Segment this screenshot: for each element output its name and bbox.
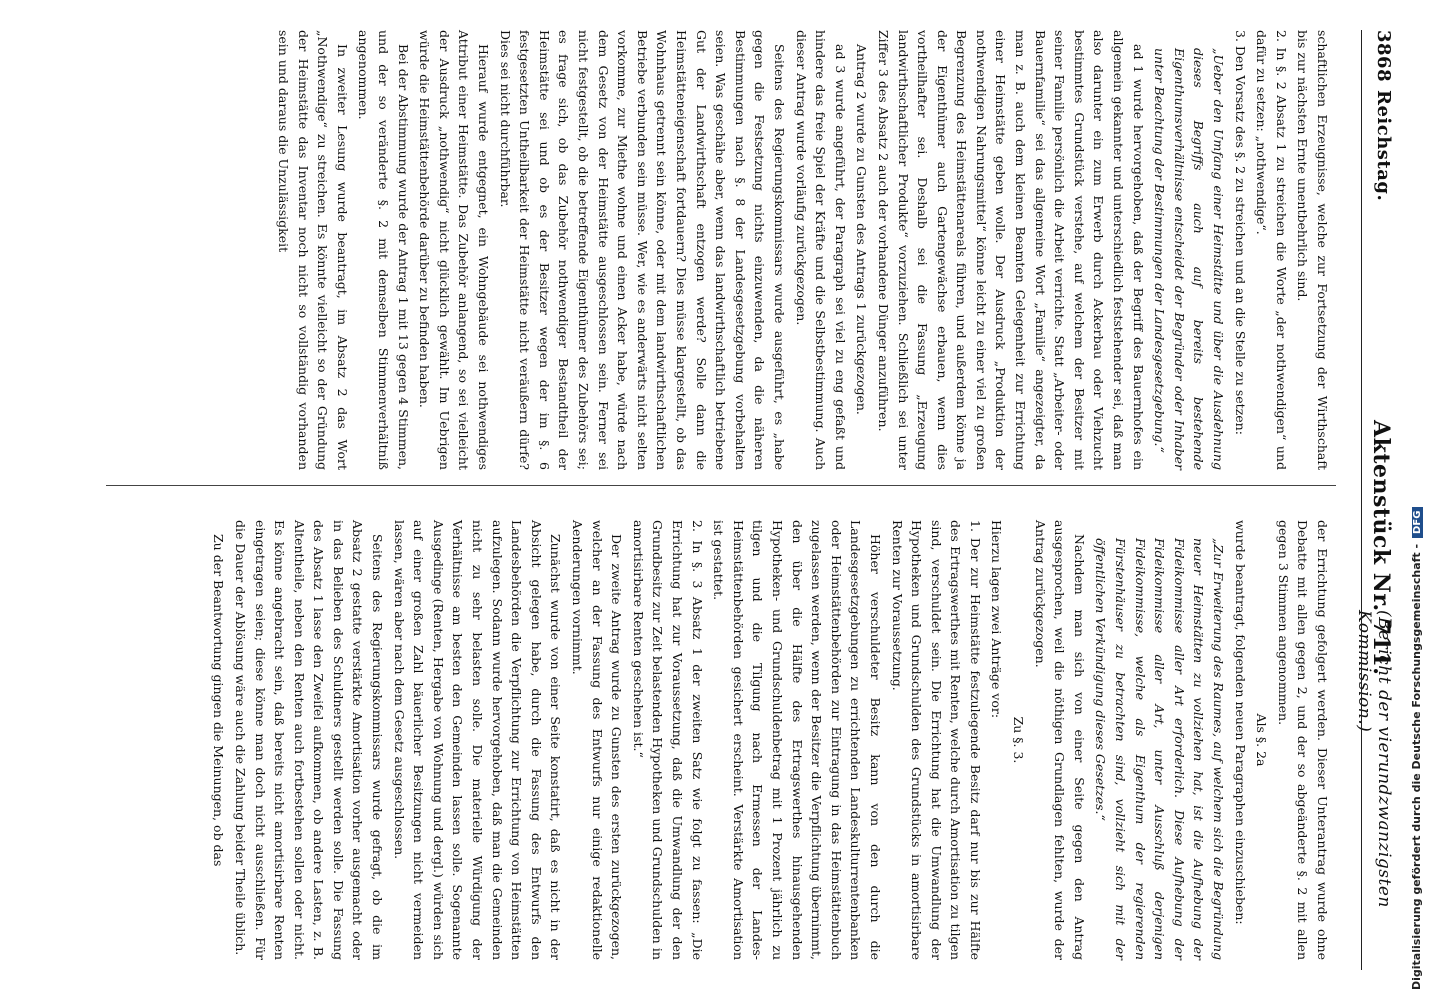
rotated-page-content (72, 0, 1432, 1000)
section-heading: Als §. 2a (1254, 713, 1270, 767)
paragraph: 2. In §. 2 Absatz 1 zu streichen die Worte „der nothwendigen“ und dafür zu setzen: „nothwendige“. (1254, 30, 1289, 470)
paragraph: Bei der Abstimmung wurde der Antrag 1 mit 13 gegen 4 Stimmen, und der so veränderte §. 2 mit demselben Stimmenverhältniß angenommen. (356, 30, 411, 470)
paragraph: Antrag 2 wurde zu Gunsten des Antrags 1 zurückgezogen. (854, 44, 870, 415)
report-title: (Bericht der vierundzwanzigsten Kommission.) (1354, 610, 1394, 908)
left-text-column (272, 30, 1332, 470)
paragraph: wurde beantragt, folgenden neuen Paragraphen einzuschieben: (1232, 520, 1248, 925)
paragraph: Hierauf wurde entgegnet, ein Wohngebäude sei nothwendiges Attribut einer Heimstätte. Das Zubehör anlangend, so sei vielleicht der Ausdruck „nothwendig“ nicht glücklich gewählt. Im Uebrigen würde die Heimstättenbehörde darüber zu befinden haben. (417, 30, 492, 470)
credit-text: Digitalisierung gefördert durch die Deutsche Forschungsgemeinschaft - (1410, 543, 1423, 990)
digitization-credit (1410, 10, 1423, 990)
institution-title: Reichstag. (1373, 90, 1394, 202)
document-label: Aktenstück Nr. 711. (1368, 420, 1394, 676)
dfg-logo: DFG (1412, 507, 1423, 538)
page-number: 3868 (1373, 30, 1394, 83)
right-text-column (207, 520, 1332, 960)
quoted-paragraph: „Zur Erweiterung des Raumes, auf welchem sich die Begründung neuer Heimstätten zu vollziehen hat, ist die Aufhebung der Fideikommisse aller Art erforderlich. Diese Aufhebung der Fideikommisse aller Art, unter Ausschluß derjenigen Fideikommisse, welche als Eigenthum der regierenden Fürstenhäuser zu betrachten sind, vollzieht sich mit der öffentlichen Verkündigung dieses Gesetzes.“ (1093, 538, 1227, 960)
quoted-paragraph: „Ueber den Umfang einer Heimstätte und über die Ausdehnung dieses Begriffs auch auf bereits bestehende Eigenthumsverhältnisse entscheidet der Begründer oder Inhaber unter Beachtung der Bestimmungen der Landesgesetzgebung.“ (1152, 48, 1227, 470)
paragraph: 3. Den Vorsatz des §. 2 zu streichen und an die Stelle zu setzen: (1232, 30, 1248, 435)
header-rule (1361, 30, 1362, 970)
paragraph: In zweiter Lesung wurde beantragt, im Absatz 2 das Wort „Nothwendige“ zu streichen. Es könnte vielleicht so der Gründung der Heimstätte das Inventar noch nicht so vollständig vorhanden sein und daraus die Unzulässigkeit (276, 30, 350, 470)
paragraph: ad 3 wurde angeführt, der Paragraph sei viel zu eng gefaßt und hindere das freie Spiel der Kräfte und die Selbstbestimmung. Auch dieser Antrag wurde vorläufig zurückgezogen. (793, 30, 848, 470)
paragraph: Zu der Beantwortung gingen die Meinungen, ob das (211, 534, 227, 867)
paragraph: ad 1 wurde hervorgehoben, daß der Begriff des Bauernhofes ein allgemein gekannter und unterschiedlich feststehender sei, daß man also darunter ein zum Erwerb durch Ackerbau oder Viehzucht bestimmtes Grundstück verstehe, auf welchem der Besitzer mit seiner Familie persönlich die Arbeit verrichte. Statt „Arbeiter- oder Bauernfamilie“ sei das allgemeine Wort „Familie“ angezeigter, da man z. B. auch dem kleinen Beamten Gelegenheit zur Errichtung einer Heimstätte geben wolle. Der Ausdruck „Produktion der nothwendigen Nahrungsmittel“ könne leicht zu einer viel zu großen Begrenzung des Heimstättenareals führen, und außerdem könne ja der Eigenthümer auch Gartengewächse erbauen, wenn dies vortheilhafter sei. Deshalb sei die Fassung „Erzeugung landwirthschaftlicher Produkte“ vorzuziehen. Schließlich sei unter Ziffer 3 des Absatz 2 auch der vorhandene Dünger anzuführen. (875, 30, 1146, 470)
paragraph: Zunächst wurde von einer Seite konstatirt, daß es nicht in der Absicht gelegen habe, durch die Fassung des Entwurfs den Landesbehörden die Verpflichtung zur Errichtung von Heimstätten aufzulegen. Sodann wurde hervorgehoben, daß man die Gemeinden nicht zu sehr belasten solle. Die materielle Würdigung der Verhältnisse am besten den Gemeinden lassen solle. Sogenannte Ausgedinge (Renten, Hergabe von Wohnung und dergl.) würden sich auf einer großen Zahl bäuerlicher Besitzungen nicht vermeiden lassen, wären aber nach dem Gesetz ausgeschlossen. (391, 520, 564, 960)
paragraph: Nachdem man sich von einer Seite gegen den Antrag ausgesprochen, weil die nöthigen Grundlagen fehlten, wurde der Antrag zurückgezogen. (1032, 520, 1087, 960)
paragraph: der Errichtung gefolgert werden. Dieser Unterantrag wurde ohne Debatte mit allen gegen 2, und der so abgeänderte §. 2 mit allen gegen 3 Stimmen angenommen. (1275, 520, 1330, 960)
paragraph: Hierzu lagen zwei Anträge vor: (989, 520, 1005, 719)
paragraph: Seitens des Regierungskommissars wurde gefragt, ob die im Absatz 2 gestatte verstärkte Amortisation vorher ausgemacht oder in das Belieben des Schuldners gestellt werden solle. Die Fassung des Absatz 1 lasse den Zweifel aufkommen, ob andere Lasten, z. B. Altentheile, neben den Renten auch fortbestehen sollen oder nicht. Es könne angebracht sein, daß bereits nicht amortisirbare Renten eingetragen seien; diese könne man doch nicht ausschließen. Für die Dauer der Ablösung wäre auch die Zahlung beider Theile üblich. (232, 520, 386, 960)
paragraph: Seitens des Regierungskommissars wurde ausgeführt, es „habe gegen die Festsetzung nichts einzuwenden, da die näheren Bestimmungen nach §. 8 der Landesgesetzgebung vorbehalten seien. Was geschähe aber, wenn das landwirthschaftlich betriebene Gut der Landwirthschaft entzogen werde? Solle dann die Heimstätteneigenschaft fortdauern? Dies müsse klargestellt, ob das Wohnhaus getrennt sein könne, oder mit dem landwirthschaftlichen Betriebe verbunden sein müsse. Wer, wie es anderwärts nicht selten vorkomme, zur Miethe wohne und einen Acker habe, würde nach dem Gesetz von der Heimstätte ausgeschlossen sein. Ferner sei nicht festgestellt, ob die betreffende Eigenthümer des Zubehörs sei; es frage sich, ob das Zubehör nothwendiger Bestandtheil der Heimstätte sei und ob es der Besitzer wegen der im §. 6 festgesetzten Untheilbarkeit der Heimstätte nicht veräußern dürfe? Dies sei nicht durchführbar. (497, 30, 787, 470)
paragraph: Der zweite Antrag wurde zu Gunsten des ersten zurückgezogen, welcher an der Fassung des Entwurfs nur einige redaktionelle Aenderungen vornimmt. (570, 520, 625, 960)
column-divider (106, 485, 1336, 486)
paragraph: Höher verschuldeter Besitz kann von den durch die Landesgesetzgebungen zu errichtenden Landeskulturrentenbanken oder Heimstättenbehörden zur Eintragung in das Heimstättenbuch zugelassen werden, wenn der Besitzer die Verpflichtung übernimmt, den über die Hälfte des Ertragswerthes hinausgehenden Hypotheken- und Grundschuldenbetrag mit 1 Prozent jährlich zu tilgen und die Tilgung nach Ermessen der Landes-Heimstättenbehörden gesichert erscheint. Verstärkte Amortisation ist gestattet. (711, 520, 883, 960)
section-heading: Zu §. 3. (1011, 716, 1027, 764)
paragraph: schaftlichen Erzeugnisse, welche zur Fortsetzung der Wirthschaft bis zur nächsten Ernte unentbehrlich sind. (1295, 30, 1330, 470)
paragraph: 1. Der zur Heimstätte festzulegende Besitz darf nur bis zur Hälfte des Ertragswerthes mit Renten, welche durch Amortisation zu tilgen sind, verschuldet sein. Die Errichtung hat die Umwandlung der Hypotheken und Grundschulden des Grundstücks in amortisirbare Renten zur Voraussetzung. (889, 520, 983, 960)
paragraph: 2. In §. 3 Absatz 1 der zweiten Satz wie folgt zu fassen: „Die Errichtung hat zur Voraussetzung, daß die Umwandlung der den Grundbesitz zur Zeit belastenden Hypotheken und Grundschulden in amortisirbare Renten geschehen ist.“ (630, 520, 705, 960)
